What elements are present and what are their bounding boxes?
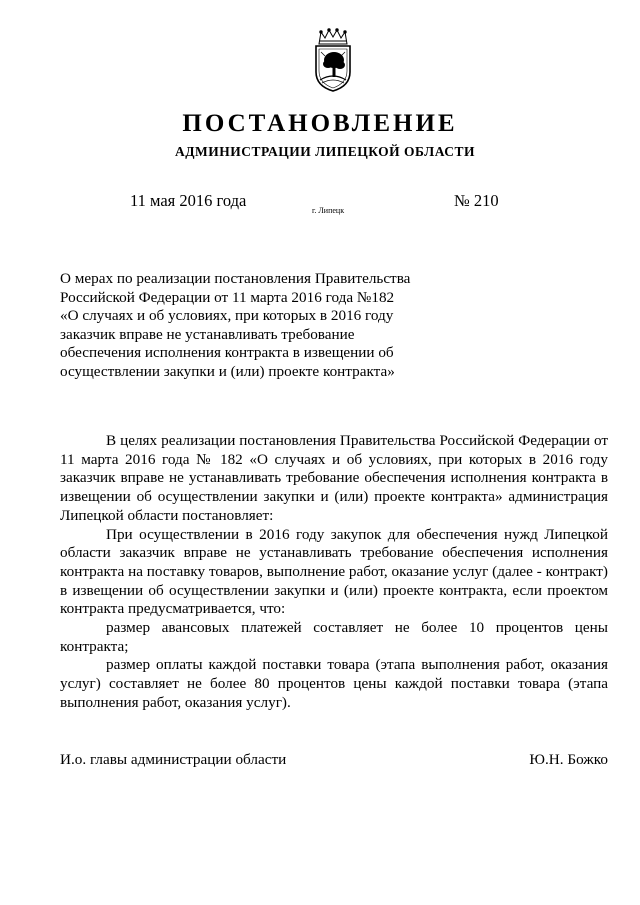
body-paragraph: При осуществлении в 2016 году закупок для обеспечения нужд Липецкой области заказчик вправе не устанавливать требование обеспечения исполнения контракта на поставку товаров, выполнение работ, оказание услуг (далее - контракт) в извещении об осуществлении закупки и (или) проекте контракта, если проектом контракта предусматривается, что: xyxy=(60,525,608,618)
body-paragraph: размер оплаты каждой поставки товара (этапа выполнения работ, оказания услуг) составляет не более 80 процентов цены каждой поставки товара (этапа выполнения работ, оказания услуг). xyxy=(60,656,608,711)
subject-line: О мерах по реализации постановления Правительства xyxy=(60,270,411,287)
document-issuer: АДМИНИСТРАЦИИ ЛИПЕЦКОЙ ОБЛАСТИ xyxy=(174,144,476,159)
subject-line: обеспечения исполнения контракта в извещении об xyxy=(60,344,394,362)
document-number: № 210 xyxy=(454,191,499,210)
subject-line: осуществлении закупки и (или) проекте контракта» xyxy=(60,362,395,380)
body-paragraph: размер авансовых платежей составляет не более 10 процентов цены контракта; xyxy=(60,619,608,655)
subject-line: «О случаях и об условиях, при которых в 2016 году xyxy=(60,307,394,325)
document-city: г. Липецк xyxy=(312,206,345,215)
document-body xyxy=(60,432,608,713)
subject-line: заказчик вправе не устанавливать требование xyxy=(60,325,355,343)
body-paragraph: В целях реализации постановления Правительства Российской Федерации от 11 марта 2016 года № 182 «О случаях и об условиях, при которых в 2016 году заказчик вправе не устанавливать требование обеспечения исполнения контракта в извещении об осуществлении закупки и (или) проекте контракта» администрация Липецкой области постановляет: xyxy=(60,432,608,524)
document-date: 11 мая 2016 года xyxy=(130,191,247,210)
signatory-position: И.о. главы администрации области xyxy=(60,751,287,768)
document-subject xyxy=(60,270,420,382)
document-title: ПОСТАНОВЛЕНИЕ xyxy=(182,110,458,137)
subject-line: Российской Федерации от 11 марта 2016 года №182 xyxy=(60,288,395,306)
signatory-name: Ю.Н. Божко xyxy=(529,751,608,768)
signature-block xyxy=(60,750,608,770)
lipetsk-coat-of-arms-icon xyxy=(305,28,361,94)
